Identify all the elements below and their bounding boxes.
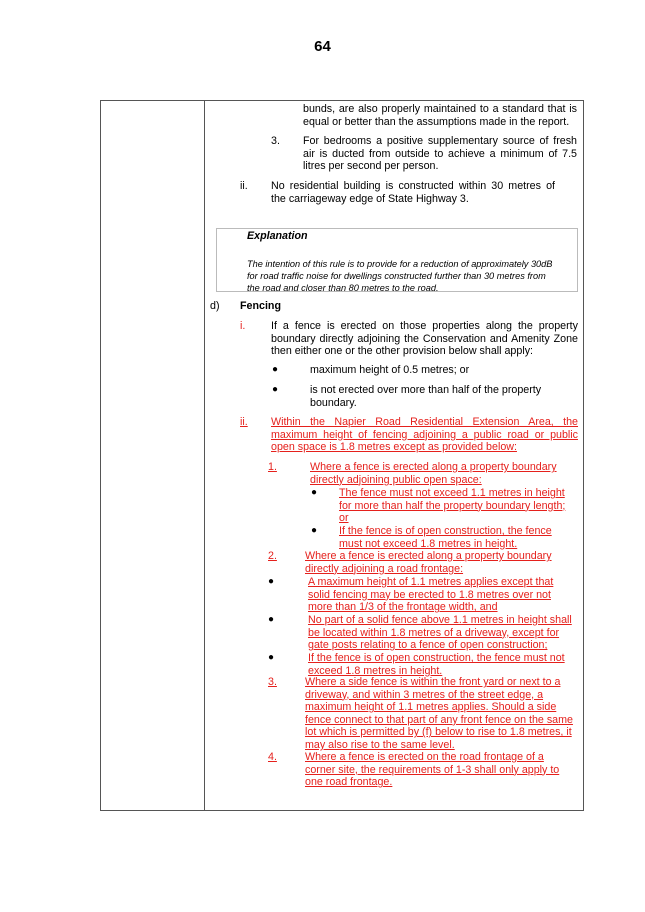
sub-1-number: 1. (268, 461, 277, 473)
bullet-icon: ● (311, 525, 318, 536)
bullet-icon: ● (268, 576, 275, 587)
sub-3-text: Where a side fence is within the front yard or next to a driveway, and within 3 metres of the street edge, a maximum height of 1.1 metres applies. Should a side fence connect to that part of any front fence on the same lot which is permitted by (f) below to rise to 1.8 metres, it may also rise to the same level. (305, 676, 573, 751)
bullet-icon: ● (272, 364, 279, 375)
item-3-text: For bedrooms a positive supplementary source of fresh air is ducted from outside to achieve a minimum of 7.5 litres per second per person. (303, 135, 577, 173)
fencing-ii-number: ii. (240, 416, 248, 428)
sub-1-text: Where a fence is erected along a property boundary directly adjoining public open space: (310, 461, 557, 486)
sub-2-bullet-1: A maximum height of 1.1 metres applies except that solid fencing may be erected to 1.8 metres over not more than 1/3 of the frontage width, and (308, 576, 554, 614)
sub-3-number: 3. (268, 676, 277, 688)
bullet-icon: ● (268, 652, 275, 663)
page-number: 64 (314, 38, 331, 55)
explanation-title: Explanation (247, 230, 308, 242)
bullet-icon: ● (268, 614, 275, 625)
fencing-i-bullet-1: maximum height of 0.5 metres; or (310, 364, 470, 376)
fencing-i-text: If a fence is erected on those properties along the property boundary directly adjoining the Conservation and Amenity Zone then either one or the other provision below shall apply: (271, 320, 578, 358)
fencing-ii-text: Within the Napier Road Residential Extension Area, the maximum height of fencing adjoining a public road or public open space is 1.8 metres except as provided below: (271, 416, 578, 454)
fencing-heading: Fencing (240, 300, 281, 312)
item-3-number: 3. (271, 135, 280, 147)
sub-1-bullet-1: The fence must not exceed 1.1 metres in height for more than half the property boundary length; or (339, 487, 566, 525)
item-ii-number: ii. (240, 180, 248, 192)
fencing-i-number: i. (240, 320, 246, 332)
bullet-icon: ● (311, 487, 318, 498)
continued-text: bunds, are also properly maintained to a standard that is equal or better than the assumptions made in the report. (303, 103, 577, 128)
sub-2-number: 2. (268, 550, 277, 562)
explanation-body: The intention of this rule is to provide for a reduction of approximately 30dB for road traffic noise for dwellings constructed further than 30 metres from the road and closer than 80 metres to the road. (247, 259, 553, 294)
sub-4-number: 4. (268, 751, 277, 763)
bullet-icon: ● (272, 384, 279, 395)
fencing-letter: d) (210, 300, 220, 312)
sub-2-bullet-2: No part of a solid fence above 1.1 metres in height shall be located within 1.8 metres of a driveway, except for gate posts relating to a fence of open construction; (308, 614, 572, 652)
sub-2-bullet-3: If the fence is of open construction, the fence must not exceed 1.8 metres in height. (308, 652, 565, 677)
table-column-divider (204, 100, 205, 811)
sub-4-text: Where a fence is erected on the road frontage of a corner site, the requirements of 1-3 shall only apply to one road frontage. (305, 751, 560, 789)
sub-1-bullet-2: If the fence is of open construction, the fence must not exceed 1.8 metres in height. (339, 525, 552, 550)
item-ii-text: No residential building is constructed within 30 metres of the carriageway edge of State Highway 3. (271, 180, 555, 205)
fencing-i-bullet-2: is not erected over more than half of the property boundary. (310, 384, 542, 409)
sub-2-text: Where a fence is erected along a property boundary directly adjoining a road frontage: (305, 550, 552, 575)
